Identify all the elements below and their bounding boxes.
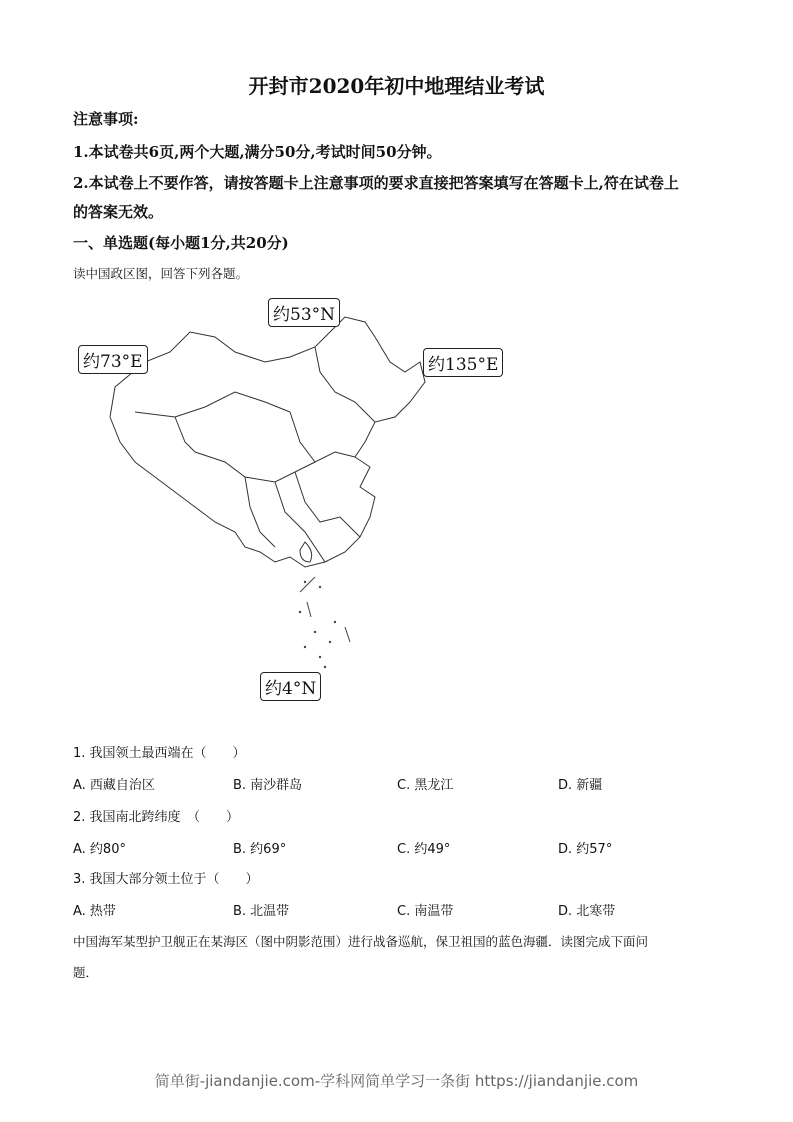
option: D. 北寒带 <box>558 904 616 919</box>
option: D. 新疆 <box>558 778 603 793</box>
label-east: 约135°E <box>423 348 503 377</box>
label-north: 约53°N <box>268 298 340 327</box>
option: C. 约49° <box>397 842 451 857</box>
note-2: 2.本试卷上不要作答，请按答题卡上注意事项的要求直接把答案填写在答题卡上,符在试卷上 <box>73 174 679 192</box>
note-1: 1.本试卷共6页,两个大题,满分50分,考试时间50分钟。 <box>73 143 442 161</box>
section-heading: 一、单选题(每小题1分,共20分) <box>73 234 289 252</box>
option: C. 南温带 <box>397 904 454 919</box>
passage-line-2: 题． <box>73 965 99 980</box>
footer-watermark: 简单街-jiandanjie.com-学科网简单学习一条街 https://jiandanjie.com <box>154 1072 639 1090</box>
note-2-cont: 的答案无效。 <box>73 203 164 221</box>
question-1: 1. 我国领土最西端在（ ） <box>73 746 246 761</box>
intro-text: 读中国政区图，回答下列各题。 <box>73 266 249 281</box>
label-west: 约73°E <box>78 345 148 374</box>
question-2: 2. 我国南北跨纬度 （ ） <box>73 810 240 825</box>
option: C. 黑龙江 <box>397 778 454 793</box>
label-south: 约4°N <box>260 672 321 701</box>
passage-line-1: 中国海军某型护卫舰正在某海区（图中阴影范围）进行战备巡航，保卫祖国的蓝色海疆．读图完成下面问 <box>73 934 649 949</box>
option: A. 约80° <box>73 842 126 857</box>
option: B. 约69° <box>233 842 287 857</box>
china-map <box>75 292 505 702</box>
notes-heading: 注意事项: <box>73 110 139 128</box>
page-title: 开封市2020年初中地理结业考试 <box>248 74 545 98</box>
option: D. 约57° <box>558 842 613 857</box>
question-3: 3. 我国大部分领土位于（ ） <box>73 872 259 887</box>
option: A. 西藏自治区 <box>73 778 155 793</box>
option: B. 南沙群岛 <box>233 778 303 793</box>
option: B. 北温带 <box>233 904 290 919</box>
option: A. 热带 <box>73 904 116 919</box>
